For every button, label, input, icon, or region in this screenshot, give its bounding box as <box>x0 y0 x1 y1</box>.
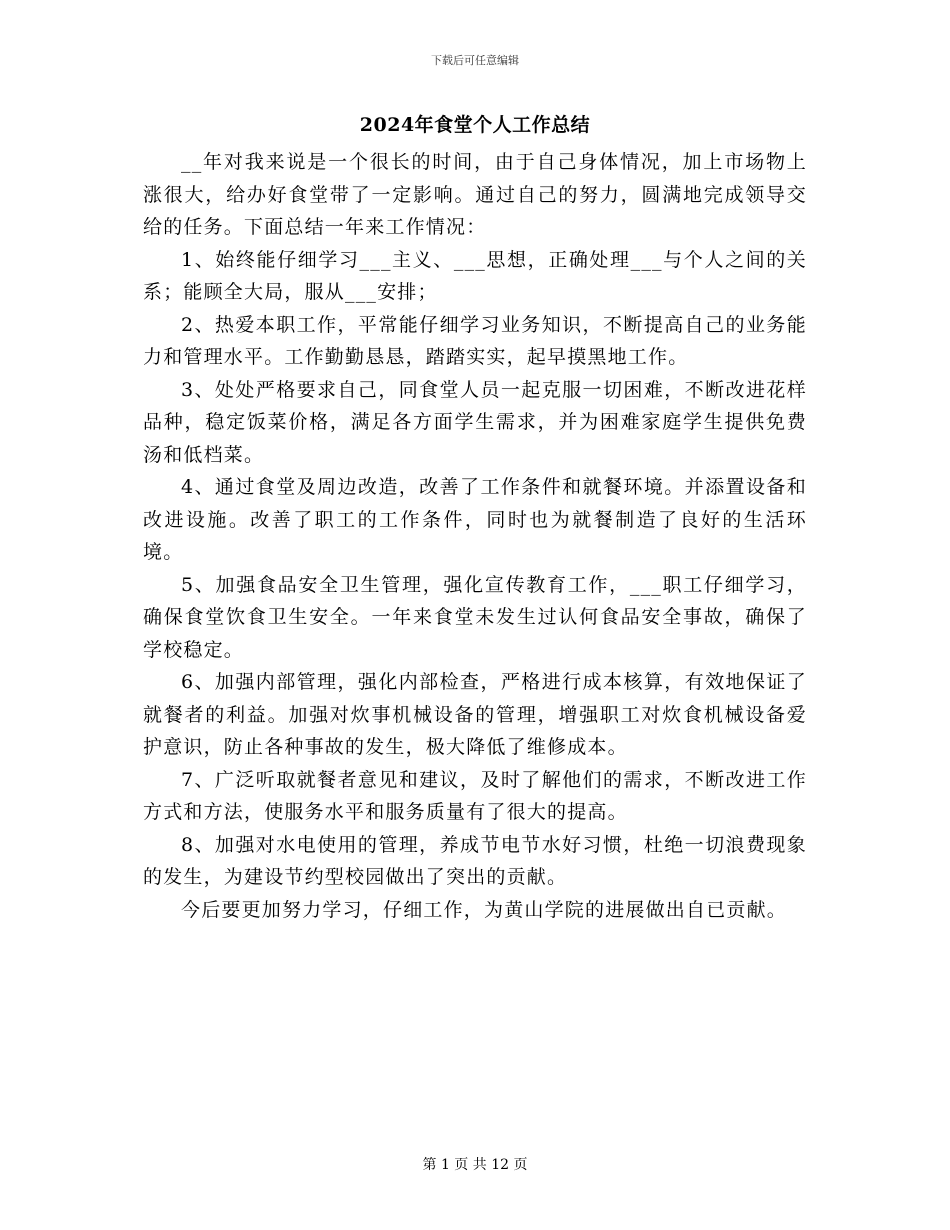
paragraph-item-3: 3、处处严格要求自己，同食堂人员一起克服一切困难，不断改进花样品种，稳定饭菜价格，满足各方面学生需求，并为困难家庭学生提供免费汤和低档菜。 <box>143 378 807 466</box>
paragraph-item-2: 2、热爱本职工作，平常能仔细学习业务知识，不断提高自己的业务能力和管理水平。工作勤勤恳恳，踏踏实实，起早摸黑地工作。 <box>143 313 807 368</box>
paragraph-item-8: 8、加强对水电使用的管理，养成节电节水好习惯，杜绝一切浪费现象的发生，为建设节约型校园做出了突出的贡献。 <box>143 833 807 888</box>
paragraph-item-4: 4、通过食堂及周边改造，改善了工作条件和就餐环境。并添置设备和改进设施。改善了职工的工作条件，同时也为就餐制造了良好的生活环境。 <box>143 476 807 563</box>
paragraph-item-7: 7、广泛听取就餐者意见和建议，及时了解他们的需求，不断改进工作方式和方法，使服务水平和服务质量有了很大的提高。 <box>143 768 807 823</box>
header-note: 下载后可任意编辑 <box>431 54 519 67</box>
page-number-footer: 第 1 页 共 12 页 <box>422 1157 528 1173</box>
paragraph-closing: 今后要更加努力学习，仔细工作，为黄山学院的进展做出自已贡献。 <box>181 898 788 921</box>
paragraph-item-6: 6、加强内部管理，强化内部检查，严格进行成本核算，有效地保证了就餐者的利益。加强对炊事机械设备的管理，增强职工对炊食机械设备爱护意识，防止各种事故的发生，极大降低了维修成本。 <box>143 671 807 758</box>
paragraph-intro: __年对我来说是一个很长的时间，由于自己身体情况，加上市场物上涨很大，给办好食堂带了一定影响。通过自己的努力，圆满地完成领导交给的任务。下面总结一年来工作情况： <box>143 151 807 238</box>
paragraph-item-1: 1、始终能仔细学习___主义、___思想，正确处理___与个人之间的关系；能顾全大局，服从___安排； <box>143 248 807 303</box>
document-body <box>143 108 807 926</box>
paragraph-item-5: 5、加强食品安全卫生管理，强化宣传教育工作，___职工仔细学习，确保食堂饮食卫生安全。一年来食堂未发生过认何食品安全事故，确保了学校稳定。 <box>143 573 807 661</box>
document-title: 2024年食堂个人工作总结 <box>359 114 591 136</box>
